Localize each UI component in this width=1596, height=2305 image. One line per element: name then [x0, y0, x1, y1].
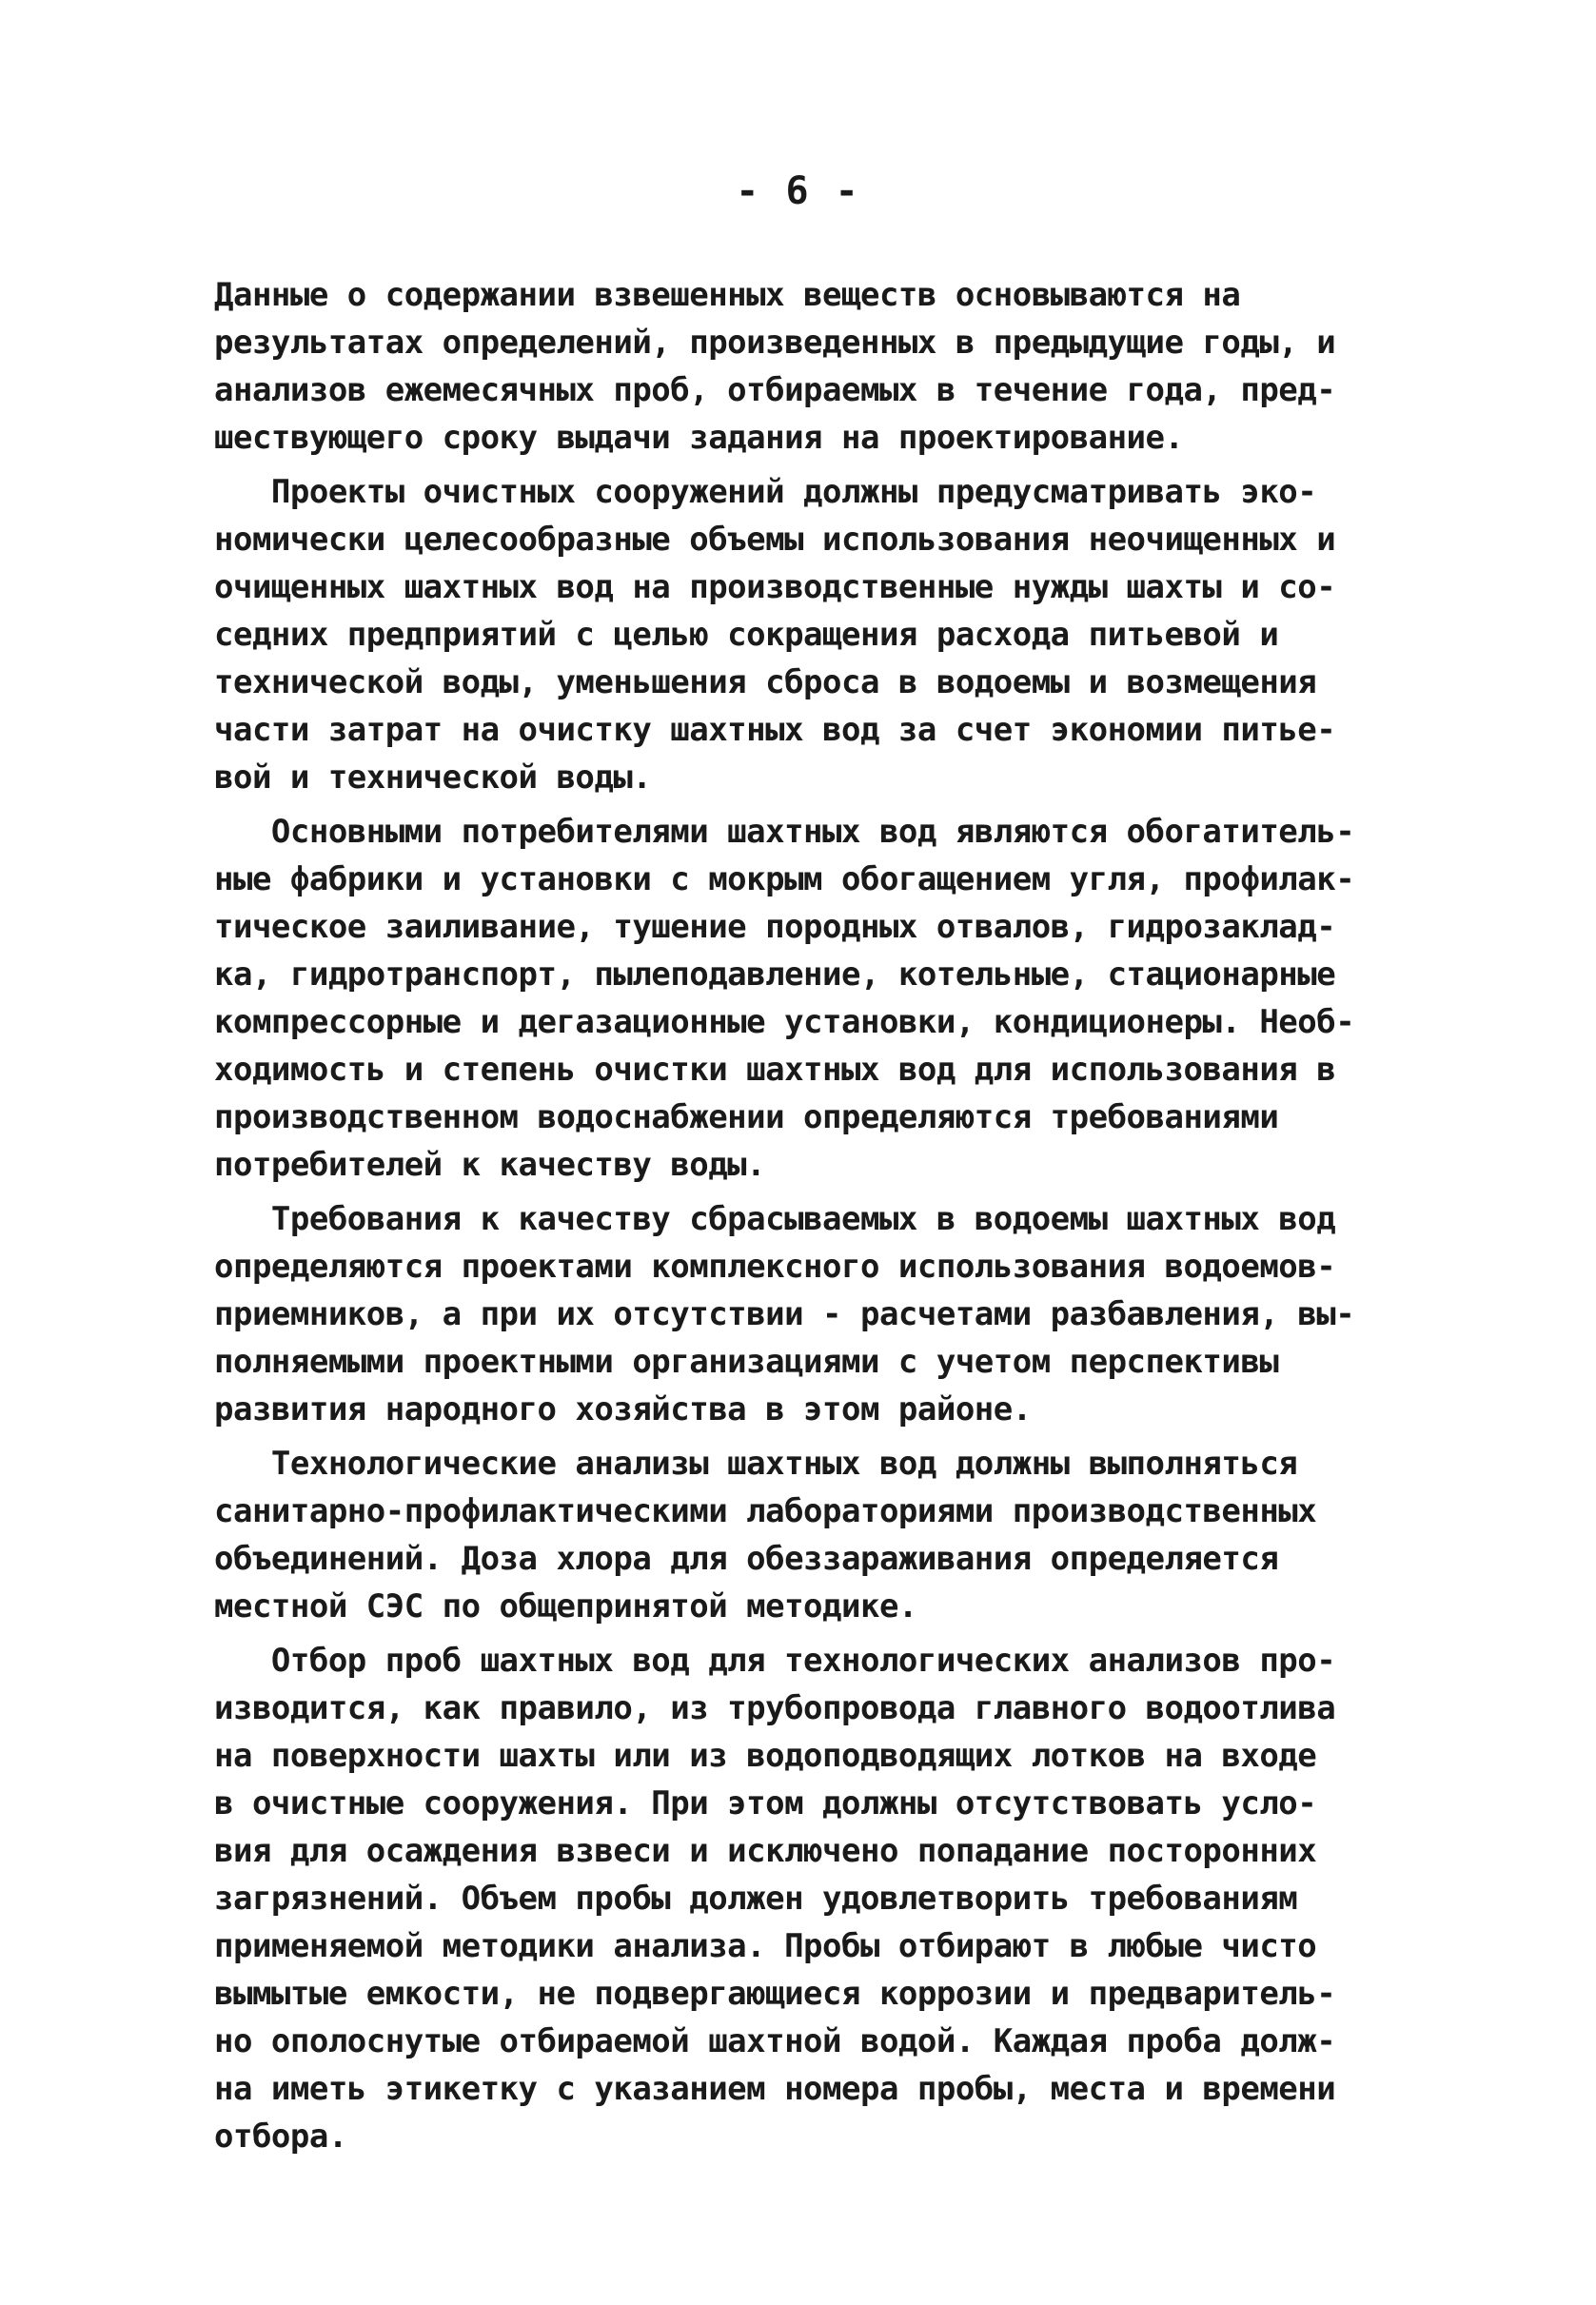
text-line: технической воды, уменьшения сброса в водоемы и возмещения [214, 663, 1317, 701]
text-line: Требования к качеству сбрасываемых в водоемы шахтных вод [214, 1200, 1336, 1238]
text-line: потребителей к качеству воды. [214, 1146, 766, 1184]
text-line: вымытые емкости, не подвергающиеся коррозии и предваритель- [214, 1975, 1336, 2013]
text-line: приемников, а при их отсутствии - расчетами разбавления, вы- [214, 1295, 1355, 1333]
text-line: анализов ежемесячных проб, отбираемых в течение года, пред- [214, 371, 1336, 409]
text-line: объединений. Доза хлора для обеззараживания определяется [214, 1540, 1279, 1578]
text-line: применяемой методики анализа. Пробы отбирают в любые чисто [214, 1927, 1317, 1965]
text-line: местной СЭС по общепринятой методике. [214, 1587, 917, 1625]
text-line: на иметь этикетку с указанием номера пробы, места и времени [214, 2070, 1336, 2108]
text-line: вия для осаждения взвеси и исключено попадание посторонних [214, 1832, 1317, 1870]
text-line: вой и технической воды. [214, 758, 652, 797]
text-line: седних предприятий с целью сокращения расхода питьевой и [214, 616, 1279, 654]
text-line: Отбор проб шахтных вод для технологических анализов про- [214, 1642, 1336, 1680]
text-line: развития народного хозяйства в этом районе. [214, 1390, 1032, 1428]
text-line: ходимость и степень очистки шахтных вод для использования в [214, 1051, 1336, 1089]
document-body [214, 271, 1394, 2167]
text-line: полняемыми проектными организациями с учетом перспективы [214, 1343, 1279, 1381]
page-number: - 6 - [736, 169, 860, 213]
text-line: загрязнений. Объем пробы должен удовлетворить требованиям [214, 1880, 1298, 1918]
text-line: санитарно-профилактическими лабораториями производственных [214, 1492, 1317, 1530]
text-line: Технологические анализы шахтных вод должны выполняться [214, 1445, 1298, 1483]
text-line: в очистные сооружения. При этом должны отсутствовать усло- [214, 1784, 1317, 1822]
paragraph-suspended-solids [214, 271, 1394, 462]
text-line: номически целесообразные объемы использования неочищенных и [214, 521, 1336, 559]
text-line: части затрат на очистку шахтных вод за счет экономии питье- [214, 711, 1336, 749]
text-line: шествующего сроку выдачи задания на проектирование. [214, 419, 1184, 457]
text-line: определяются проектами комплексного использования водоемов- [214, 1248, 1336, 1286]
text-line: ка, гидротранспорт, пылеподавление, котельные, стационарные [214, 955, 1336, 994]
text-line: отбора. [214, 2118, 347, 2156]
text-line: Проекты очистных сооружений должны предусматривать эко- [214, 473, 1317, 511]
text-line: изводится, как правило, из трубопровода главного водоотлива [214, 1689, 1336, 1727]
text-line: Данные о содержании взвешенных веществ основываются на [214, 276, 1241, 314]
text-line: производственном водоснабжении определяются требованиями [214, 1098, 1279, 1136]
paragraph-technological-analyses [214, 1440, 1394, 1630]
paragraph-sampling [214, 1637, 1394, 2160]
text-line: ные фабрики и установки с мокрым обогащением угля, профилак- [214, 860, 1355, 898]
text-line: тическое заиливание, тушение породных отвалов, гидрозаклад- [214, 908, 1336, 946]
text-line: но ополоснутые отбираемой шахтной водой. Каждая проба долж- [214, 2022, 1336, 2060]
text-line: результатах определений, произведенных в предыдущие годы, и [214, 324, 1336, 362]
text-line: на поверхности шахты или из водоподводящих лотков на входе [214, 1737, 1317, 1775]
paragraph-discharge-requirements [214, 1195, 1394, 1433]
text-line: очищенных шахтных вод на производственные нужды шахты и со- [214, 568, 1336, 606]
text-line: компрессорные и дегазационные установки, кондиционеры. Необ- [214, 1003, 1355, 1041]
paragraph-main-consumers [214, 808, 1394, 1189]
text-line: Основными потребителями шахтных вод являются обогатитель- [214, 813, 1355, 851]
paragraph-treatment-projects [214, 468, 1394, 801]
